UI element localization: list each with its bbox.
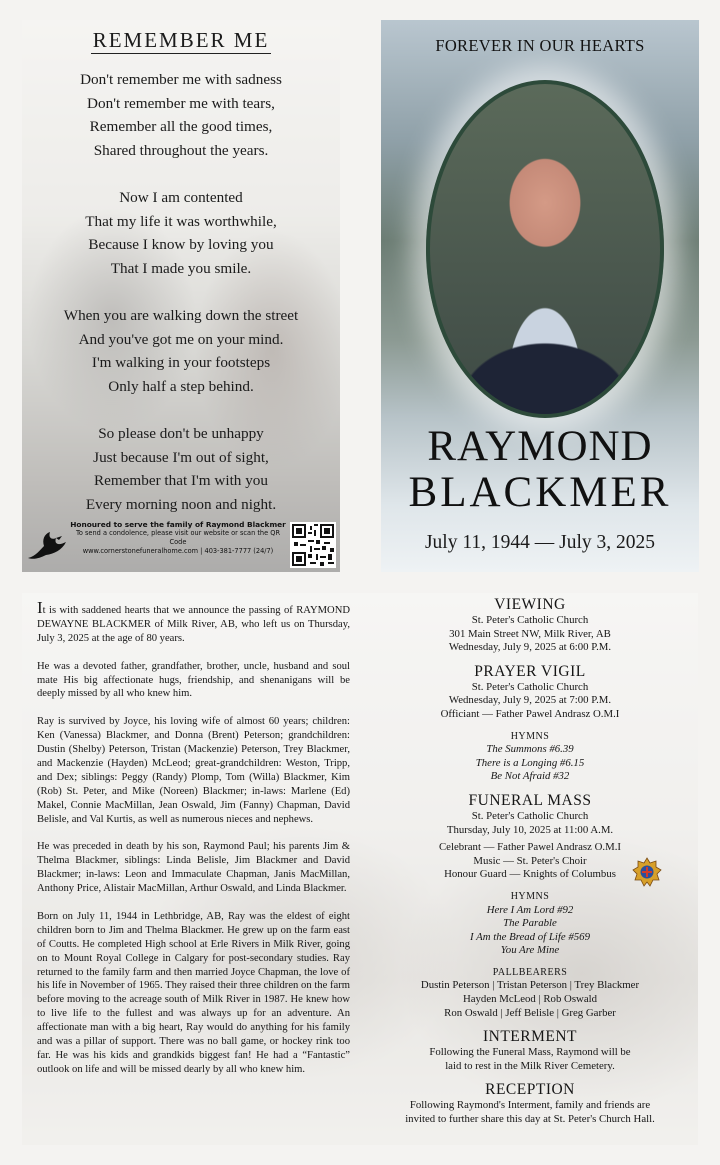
- vigil-hymns-label: HYMNS: [510, 730, 550, 742]
- mass-role: Honour Guard — Knights of Columbus: [444, 868, 616, 881]
- reception-line: invited to further share this day at St. Peter's Church Hall.: [405, 1113, 655, 1126]
- mass-role: Music — St. Peter's Choir: [473, 854, 587, 867]
- mass-title: FUNERAL MASS: [468, 791, 592, 809]
- reception-section: [372, 1081, 688, 1126]
- poem-stanza: [22, 422, 340, 516]
- poem: [22, 68, 340, 540]
- credit-condolence: To send a condolence, please visit our website or scan the QR Code: [75, 529, 281, 546]
- hymn: The Summons #6.39: [486, 743, 574, 756]
- poem-stanza: [22, 68, 340, 162]
- poem-line: Don't remember me with tears,: [87, 94, 275, 112]
- viewing-section: [372, 596, 688, 655]
- poem-line: Now I am contented: [119, 188, 243, 206]
- mass-section: [372, 792, 688, 1020]
- poem-line: Only half a step behind.: [108, 377, 254, 395]
- life-dates: July 11, 1944 — July 3, 2025: [424, 532, 656, 553]
- vigil-line: Wednesday, July 9, 2025 at 7:00 P.M.: [448, 694, 612, 707]
- poem-line: Just because I'm out of sight,: [93, 448, 269, 466]
- portrait-photo: [426, 80, 664, 418]
- last-name: BLACKMER: [408, 469, 672, 516]
- viewing-line: St. Peter's Catholic Church: [471, 614, 589, 626]
- obituary-paragraph: He was preceded in death by his son, Raymond Paul; his parents Jim & Thelma Blackmer, siblings: Linda Belisle, Jim Blackmer and David Blackmer; in-laws: Leon and Immaculate Chapman, Janis MacMillan, Anthony Price, Alistair MacMillan, Arthur Oswald, and Linda Blackmer.: [37, 841, 350, 895]
- obituary-paragraph: He was a devoted father, grandfather, brother, uncle, husband and soul mate His big affectionate hugs, friendship, and shenanigans will be deeply missed by all who knew him.: [37, 660, 350, 700]
- remember-me-panel: [22, 20, 340, 572]
- poem-line: That my life it was worthwhile,: [85, 212, 277, 230]
- poem-line: Shared throughout the years.: [93, 141, 269, 159]
- hymn: There is a Longing #6.15: [475, 756, 585, 769]
- inside-panel: [22, 593, 698, 1145]
- obituary-text: t is with saddened hearts that we announce the passing of RAYMOND DEWAYNE BLACKMER of Milk River, AB, who left us on Thursday, July 3, 2025 at the age of 80 years.: [37, 605, 350, 644]
- hymn: I Am the Bread of Life #569: [470, 930, 590, 943]
- credit-website[interactable]: www.cornerstonefuneralhome.com | 403-381-7777 (24/7): [82, 547, 274, 555]
- obituary-paragraph: [37, 598, 350, 646]
- poem-line: Don't remember me with sadness: [80, 71, 282, 88]
- credit-title: Honoured to serve the family of Raymond Blackmer: [70, 520, 286, 529]
- pallbearers-line: Hayden McLeod | Rob Oswald: [462, 993, 598, 1006]
- viewing-line: Wednesday, July 9, 2025 at 6:00 P.M.: [448, 641, 612, 654]
- viewing-title: VIEWING: [494, 596, 566, 613]
- poem-line: So please don't be unhappy: [98, 424, 264, 442]
- hymn: Here I Am Lord #92: [486, 903, 574, 916]
- knights-of-columbus-emblem-icon: [632, 857, 662, 887]
- hymn: The Parable: [503, 917, 557, 930]
- first-name: RAYMOND: [427, 423, 653, 470]
- vigil-line: Officiant — Father Pawel Andrasz O.M.I: [440, 707, 620, 720]
- pallbearers-label: PALLBEARERS: [492, 966, 568, 978]
- mass-hymns-label: HYMNS: [510, 890, 550, 902]
- interment-section: [372, 1028, 688, 1073]
- poem-line: Remember that I'm with you: [94, 472, 268, 490]
- mass-line: St. Peter's Catholic Church: [471, 809, 589, 822]
- poem-line: Remember all the good times,: [89, 118, 273, 136]
- obituary: [37, 598, 350, 1091]
- credit-text: [68, 520, 288, 556]
- poem-line: I'm walking in your footsteps: [91, 354, 271, 372]
- poem-line: And you've got me on your mind.: [78, 330, 284, 348]
- obituary-paragraph: Born on July 11, 1944 in Lethbridge, AB, Ray was the eldest of eight children born to Jim and Thelma Blackmer. He grew up on the farm east of Coutts. He completed High school at Erle Rivers in Milk River, going on to Mount Royal College in Calgary for post-secondary studies. Ray returned to the family farm and then married Joyce Chapman, the love of his life in November of 1965. They raised their three children on the farm before moving to the acreage south of Milk River in 1987. He knew how to live life to the fullest and was always up for an adventure. An affectionate man with a big heart, Ray would do anything for his family and was a pillar of support. There was no ball game, or hockey rink too far. He was his kids and grandkids biggest fan! He had a “Fantastic” outlook on life and will be missed dearly by all who knew him.: [37, 910, 350, 1075]
- remember-title: REMEMBER ME: [92, 28, 270, 52]
- funeral-home-credit: [22, 522, 340, 572]
- mass-role: Celebrant — Father Pawel Andrasz O.M.I: [438, 841, 621, 854]
- interment-line: Following the Funeral Mass, Raymond will be: [429, 1046, 631, 1059]
- reception-title: RECEPTION: [485, 1081, 575, 1099]
- poem-line: Every morning noon and night.: [85, 495, 277, 513]
- interment-line: laid to rest in the Milk River Cemetery.: [445, 1059, 615, 1072]
- poem-stanza: [22, 304, 340, 398]
- reception-line: Following Raymond's Interment, family and friends are: [409, 1099, 651, 1112]
- dove-icon: [26, 528, 70, 564]
- poem-line: That I made you smile.: [110, 259, 252, 277]
- interment-title: INTERMENT: [482, 1028, 578, 1046]
- viewing-line: 301 Main Street NW, Milk River, AB: [449, 627, 611, 640]
- pallbearers-line: Dustin Peterson | Tristan Peterson | Trey Blackmer: [420, 979, 640, 992]
- cover-panel: [381, 20, 699, 572]
- poem-line: When you are walking down the street: [63, 306, 299, 324]
- poem-line: Because I know by loving you: [88, 236, 274, 254]
- hymn: Be Not Afraid #32: [490, 770, 570, 783]
- obituary-paragraph: Ray is survived by Joyce, his loving wife of almost 60 years; children: Ken (Vanessa) Blackmer, and Donna (Brent) Peterson; grandchildren: Dustin (Shelby) Peterson, Tristan (Mackenzie) Peterson, Trey Blackmer, and Mackenzie (Hayden) McLeod; great-grandchildren: Weston, Tripp, and Dex; siblings: Peggy (Randy) Plomp, Tom (Willa) Blackmer, Kim (Rob) St. Peter, and Mike (Noreen) Blackmer; in-laws: Marlene (Ed) Makel, Connie MacMillan, Jean Oswald, Jim (Fanny) Chapman, David Belisle, and Val Kurtis, as well as numerous nieces and nephews.: [37, 716, 350, 825]
- cover-header: FOREVER IN OUR HEARTS: [435, 36, 645, 55]
- poem-stanza: [22, 186, 340, 280]
- hymn: You Are Mine: [500, 944, 560, 957]
- pallbearers-line: Ron Oswald | Jeff Belisle | Greg Garber: [444, 1006, 616, 1019]
- mass-line: Thursday, July 10, 2025 at 11:00 A.M.: [446, 823, 614, 836]
- vigil-title: PRAYER VIGIL: [474, 662, 586, 680]
- drop-cap: I: [37, 598, 43, 617]
- qr-code-icon[interactable]: [290, 522, 336, 568]
- vigil-line: St. Peter's Catholic Church: [471, 680, 589, 693]
- vigil-section: [372, 663, 688, 784]
